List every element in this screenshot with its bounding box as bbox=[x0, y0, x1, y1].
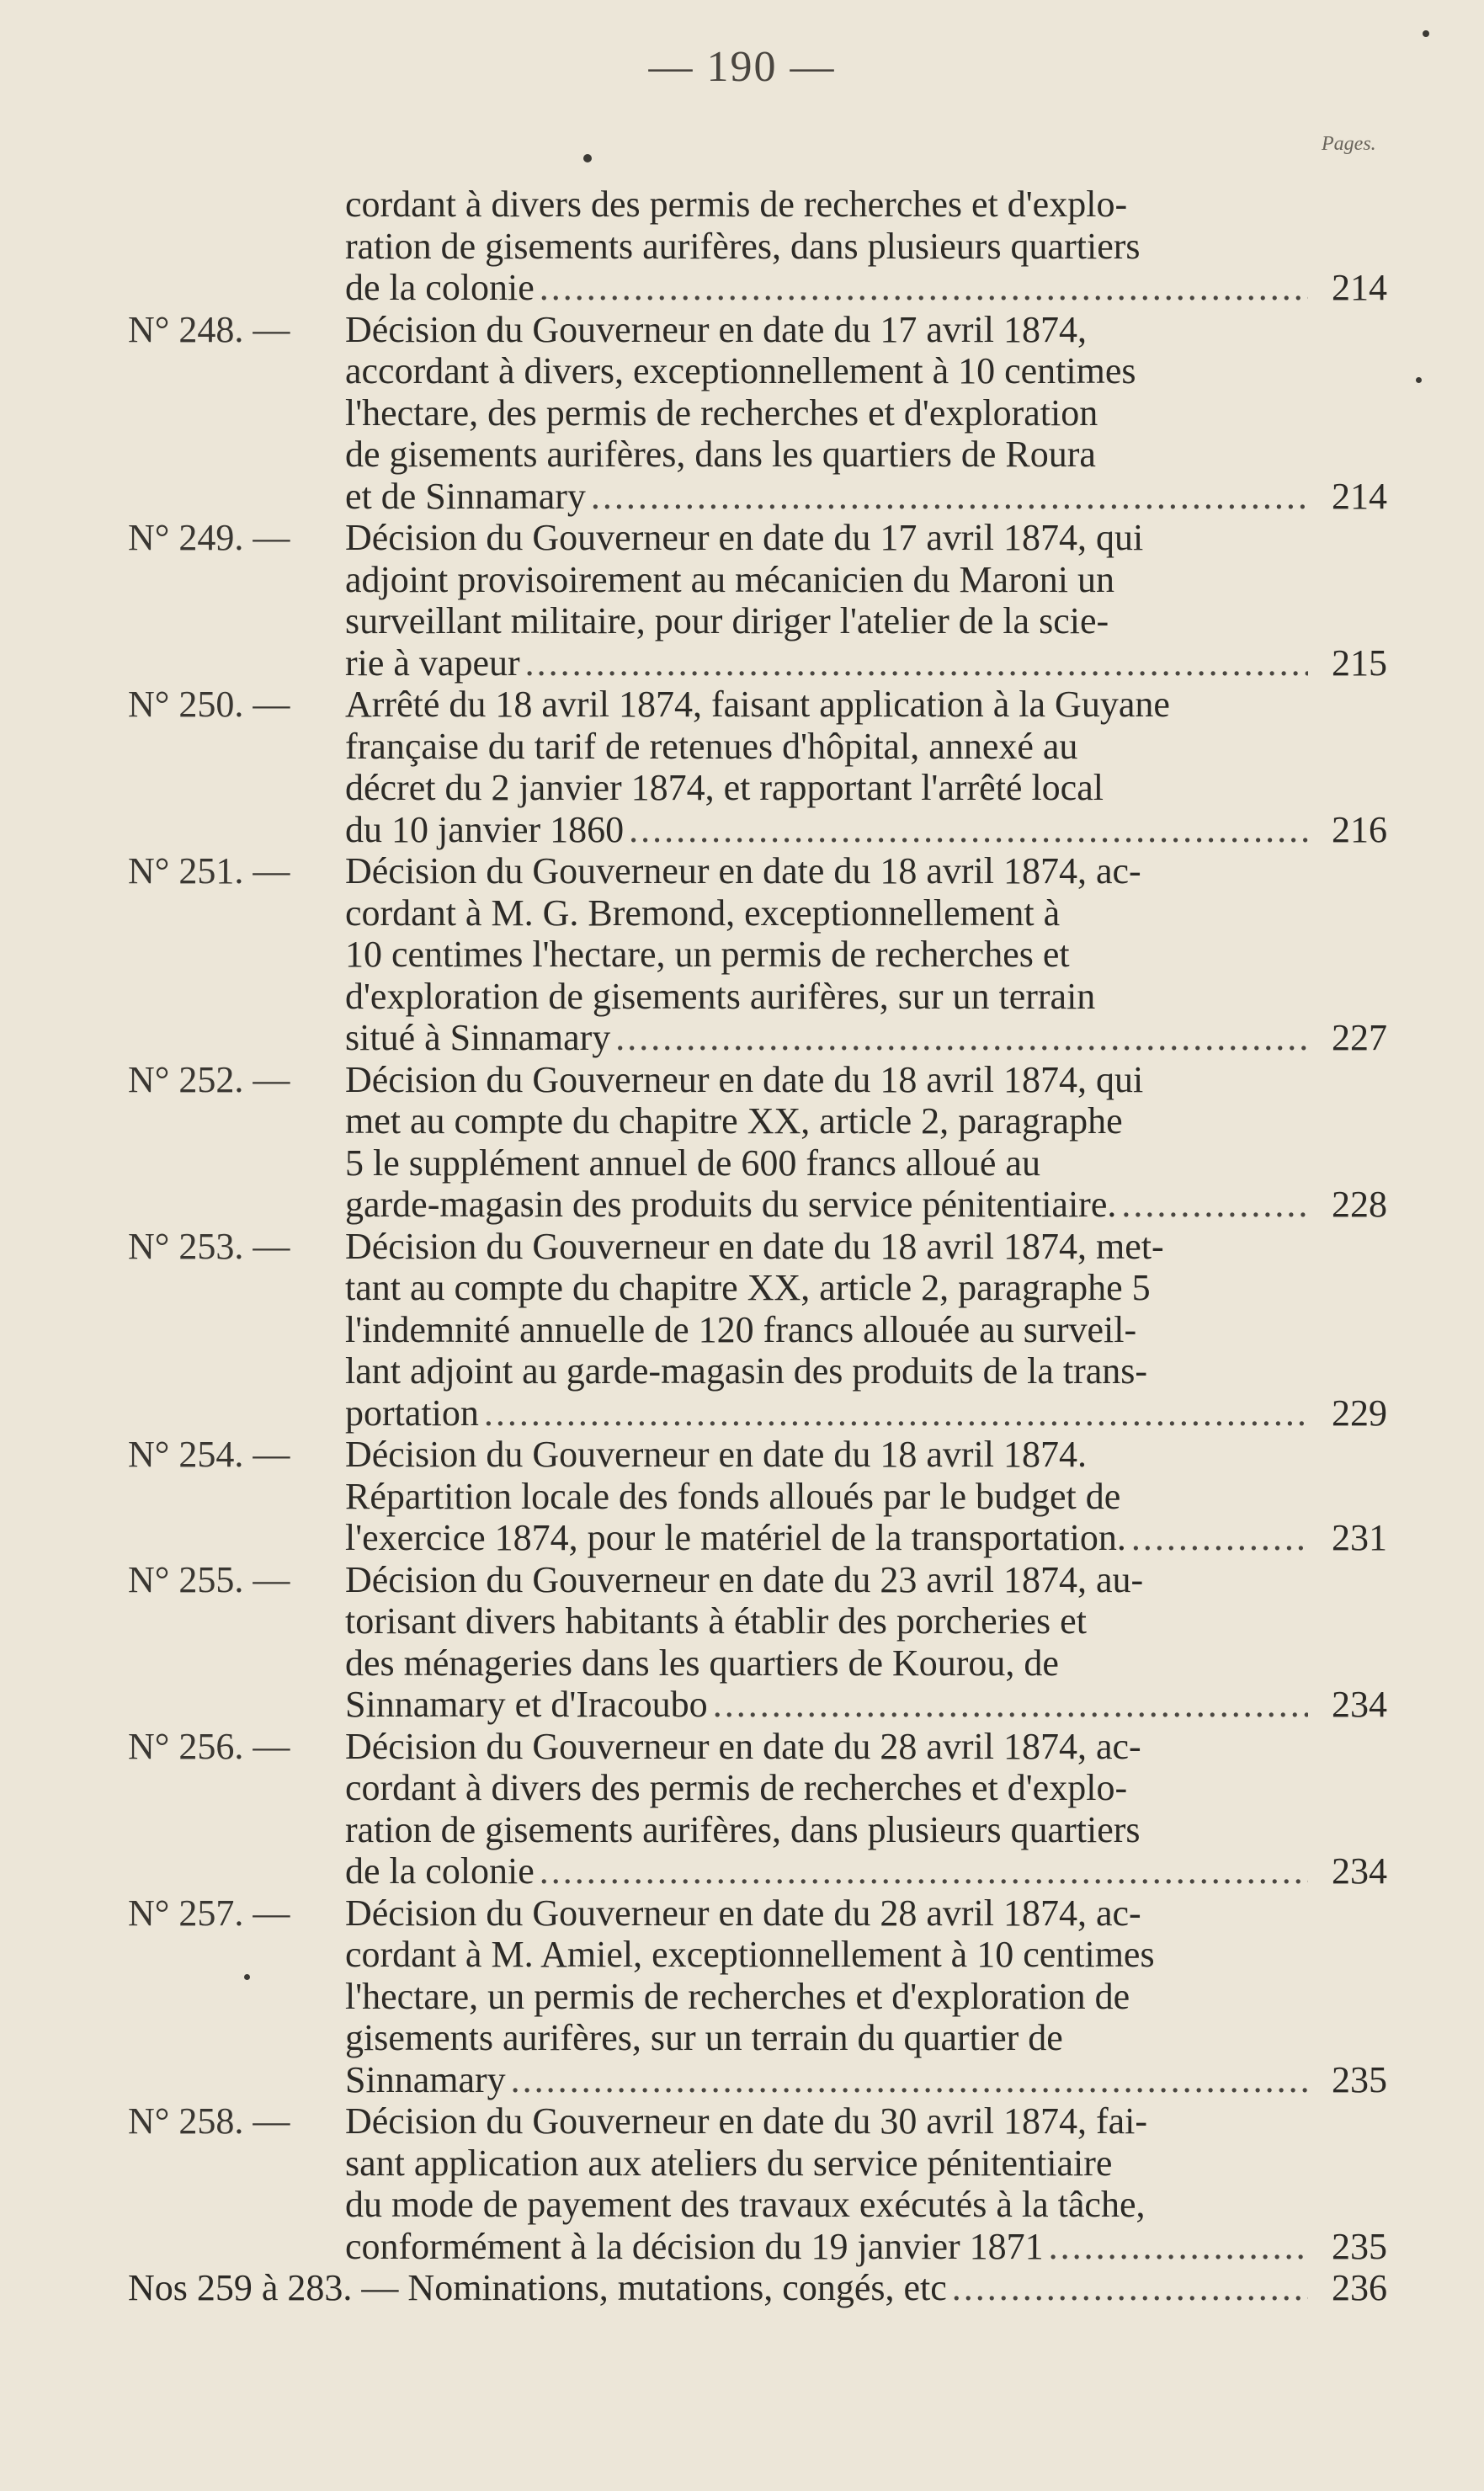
entry-line: des ménageries dans les quartiers de Kourou, de bbox=[345, 1642, 1059, 1684]
entry-line: torisant divers habitants à établir des porcheries et bbox=[345, 1600, 1087, 1642]
entry-description: Nos 259 à 283. — Nominations, mutations, congés, etc bbox=[128, 2267, 947, 2308]
entry-line: Décision du Gouverneur en date du 18 avril 1874, qui bbox=[345, 1058, 1144, 1100]
toc-entry bbox=[0, 184, 1484, 309]
entry-line: cordant à M. G. Bremond, exceptionnellement à bbox=[345, 892, 1061, 934]
dot-leader bbox=[540, 267, 1308, 309]
toc-entry bbox=[0, 1559, 1484, 1726]
entry-line: portation bbox=[345, 1392, 479, 1434]
entry-line: française du tarif de retenues d'hôpital, annexé au bbox=[345, 725, 1078, 767]
page-reference: 214 bbox=[1332, 475, 1387, 517]
entry-last-line bbox=[345, 1392, 1313, 1434]
entry-description bbox=[345, 850, 1313, 1059]
entry-line: Décision du Gouverneur en date du 18 avril 1874, met- bbox=[345, 1225, 1164, 1267]
page-reference: 216 bbox=[1332, 808, 1387, 850]
toc-entry bbox=[0, 517, 1484, 684]
entry-line: décret du 2 janvier 1874, et rapportant l'arrêté local bbox=[345, 767, 1104, 808]
entry-line: surveillant militaire, pour diriger l'atelier de la scie- bbox=[345, 600, 1109, 641]
entry-line: l'hectare, des permis de recherches et d'exploration bbox=[345, 391, 1098, 434]
entry-description bbox=[345, 184, 1313, 309]
entry-last-line bbox=[345, 267, 1313, 309]
dot-leader bbox=[540, 1850, 1308, 1892]
entry-number: N° 253. — bbox=[128, 1225, 290, 1267]
entry-line: garde-magasin des produits du service pénitentiaire. bbox=[345, 1184, 1117, 1225]
entry-last-line bbox=[345, 2059, 1313, 2101]
entry-line: Décision du Gouverneur en date du 28 avril 1874, ac- bbox=[345, 1892, 1141, 1934]
ink-speck bbox=[583, 154, 592, 162]
entry-description bbox=[345, 1726, 1313, 1892]
entry-description bbox=[345, 1559, 1313, 1726]
entry-line: de la colonie bbox=[345, 1850, 535, 1892]
entry-line: Décision du Gouverneur en date du 17 avril 1874, bbox=[345, 308, 1087, 350]
entry-line: ration de gisements aurifères, dans plusieurs quartiers bbox=[345, 225, 1141, 267]
dot-leader bbox=[629, 809, 1308, 851]
entry-line: gisements aurifères, sur un terrain du quartier de bbox=[345, 2017, 1063, 2058]
page-reference: 227 bbox=[1332, 1017, 1387, 1058]
entry-number: N° 256. — bbox=[128, 1725, 290, 1767]
toc-entry bbox=[0, 1434, 1484, 1559]
entry-number: N° 251. — bbox=[128, 850, 290, 892]
entry-line: ration de gisements aurifères, dans plusieurs quartiers bbox=[345, 1808, 1141, 1850]
page-reference: 229 bbox=[1332, 1392, 1387, 1434]
entry-number: N° 249. — bbox=[128, 517, 290, 558]
dot-leader bbox=[1131, 1517, 1308, 1559]
dot-leader bbox=[952, 2267, 1308, 2309]
entry-line: Décision du Gouverneur en date du 17 avril 1874, qui bbox=[345, 517, 1144, 558]
entry-line: Répartition locale des fonds alloués par le budget de bbox=[345, 1475, 1121, 1517]
entry-line: l'indemnité annuelle de 120 francs allouée au surveil- bbox=[345, 1308, 1137, 1350]
entry-line: 10 centimes l'hectare, un permis de recherches et bbox=[345, 934, 1070, 975]
page-reference: 235 bbox=[1332, 2225, 1387, 2267]
entry-line: Arrêté du 18 avril 1874, faisant application à la Guyane bbox=[345, 684, 1170, 725]
entry-line: met au compte du chapitre XX, article 2, paragraphe bbox=[345, 1100, 1123, 1142]
pages-column-label: Pages. bbox=[1322, 133, 1376, 155]
entry-last-line bbox=[345, 1184, 1313, 1226]
toc-entry bbox=[0, 2100, 1484, 2267]
entry-number: N° 258. — bbox=[128, 2100, 290, 2142]
dot-leader bbox=[615, 1017, 1308, 1059]
entry-line: adjoint provisoirement au mécanicien du Maroni un bbox=[345, 558, 1114, 600]
page-reference: 231 bbox=[1332, 1517, 1387, 1558]
entry-line: l'exercice 1874, pour le matériel de la transportation. bbox=[345, 1517, 1126, 1558]
entry-line: cordant à divers des permis de recherches et d'explo- bbox=[345, 1767, 1128, 1808]
entry-line: Décision du Gouverneur en date du 18 avril 1874. bbox=[345, 1434, 1087, 1475]
toc-entry bbox=[0, 684, 1484, 850]
entry-line: et de Sinnamary bbox=[345, 475, 586, 517]
dot-leader bbox=[1049, 2226, 1308, 2268]
ink-speck bbox=[1423, 30, 1429, 37]
entry-description bbox=[345, 1059, 1313, 1226]
entry-number: N° 257. — bbox=[128, 1892, 290, 1934]
entry-line: cordant à divers des permis de recherches et d'explo- bbox=[345, 184, 1128, 225]
toc-entry bbox=[0, 850, 1484, 1059]
page-reference: 236 bbox=[1332, 2267, 1387, 2308]
entry-line: d'exploration de gisements aurifères, sur un terrain bbox=[345, 975, 1096, 1017]
page-reference: 215 bbox=[1332, 641, 1387, 684]
entry-line: Sinnamary et d'Iracoubo bbox=[345, 1684, 708, 1725]
page-number: — 190 — bbox=[648, 43, 836, 91]
entry-line: du mode de payement des travaux exécutés à la tâche, bbox=[345, 2184, 1146, 2225]
dot-leader bbox=[525, 642, 1308, 684]
entry-line: lant adjoint au garde-magasin des produits de la trans- bbox=[345, 1350, 1148, 1392]
entry-line: Décision du Gouverneur en date du 18 avril 1874, ac- bbox=[345, 850, 1141, 892]
entry-last-line bbox=[345, 809, 1313, 851]
entry-line: situé à Sinnamary bbox=[345, 1017, 611, 1058]
toc-entry bbox=[0, 1726, 1484, 1892]
entry-description bbox=[345, 1226, 1313, 1434]
entry-line: de gisements aurifères, dans les quartiers de Roura bbox=[345, 434, 1096, 475]
entry-line: de la colonie bbox=[345, 267, 535, 308]
entry-line: cordant à M. Amiel, exceptionnellement à 10 centimes bbox=[345, 1934, 1155, 1975]
toc-entry bbox=[0, 1059, 1484, 1226]
page-reference: 214 bbox=[1332, 267, 1387, 308]
toc-entry bbox=[0, 1226, 1484, 1434]
dot-leader bbox=[511, 2059, 1308, 2101]
table-of-contents bbox=[0, 184, 1484, 2309]
entry-line: l'hectare, un permis de recherches et d'exploration de bbox=[345, 1975, 1130, 2017]
entry-description bbox=[345, 1434, 1313, 1559]
dot-leader bbox=[484, 1392, 1308, 1434]
page-reference: 234 bbox=[1332, 1684, 1387, 1725]
entry-last-line bbox=[345, 476, 1313, 518]
dot-leader bbox=[713, 1684, 1308, 1726]
entry-line: 5 le supplément annuel de 600 francs alloué au bbox=[345, 1142, 1040, 1184]
entry-description bbox=[345, 1892, 1313, 2101]
entry-line: conformément à la décision du 19 janvier 1871 bbox=[345, 2225, 1044, 2267]
entry-line: rie à vapeur bbox=[345, 641, 520, 684]
entry-number: N° 250. — bbox=[128, 684, 290, 725]
dot-leader bbox=[591, 476, 1308, 518]
entry-last-line bbox=[345, 1850, 1313, 1892]
entry-line: Décision du Gouverneur en date du 28 avril 1874, ac- bbox=[345, 1725, 1141, 1767]
entry-number: N° 252. — bbox=[128, 1058, 290, 1100]
entry-line: sant application aux ateliers du service pénitentiaire bbox=[345, 2142, 1113, 2184]
entry-last-line bbox=[345, 1517, 1313, 1559]
entry-description bbox=[345, 517, 1313, 684]
page-reference: 228 bbox=[1332, 1184, 1387, 1225]
entry-description bbox=[345, 309, 1313, 518]
entry-line: Décision du Gouverneur en date du 30 avril 1874, fai- bbox=[345, 2100, 1148, 2142]
entry-line: tant au compte du chapitre XX, article 2, paragraphe 5 bbox=[345, 1267, 1151, 1308]
entry-line: Décision du Gouverneur en date du 23 avril 1874, au- bbox=[345, 1558, 1144, 1600]
page-reference: 235 bbox=[1332, 2058, 1387, 2100]
toc-entry bbox=[0, 1892, 1484, 2101]
toc-entry bbox=[0, 309, 1484, 518]
entry-last-line bbox=[345, 2226, 1313, 2268]
entry-line: du 10 janvier 1860 bbox=[345, 808, 625, 850]
entry-last-line bbox=[345, 1017, 1313, 1059]
entry-description bbox=[345, 2100, 1313, 2267]
entry-last-line bbox=[345, 642, 1313, 684]
entry-number: N° 254. — bbox=[128, 1434, 290, 1475]
entry-number: N° 248. — bbox=[128, 308, 290, 350]
entry-last-line bbox=[128, 2267, 1313, 2309]
entry-line: Sinnamary bbox=[345, 2058, 506, 2100]
entry-number: N° 255. — bbox=[128, 1558, 290, 1600]
entry-description bbox=[345, 684, 1313, 850]
entry-line: accordant à divers, exceptionnellement à 10 centimes bbox=[345, 350, 1136, 391]
dot-leader bbox=[1121, 1184, 1308, 1226]
entry-last-line bbox=[345, 1684, 1313, 1726]
page-reference: 234 bbox=[1332, 1850, 1387, 1892]
toc-entry-final bbox=[0, 2267, 1484, 2309]
